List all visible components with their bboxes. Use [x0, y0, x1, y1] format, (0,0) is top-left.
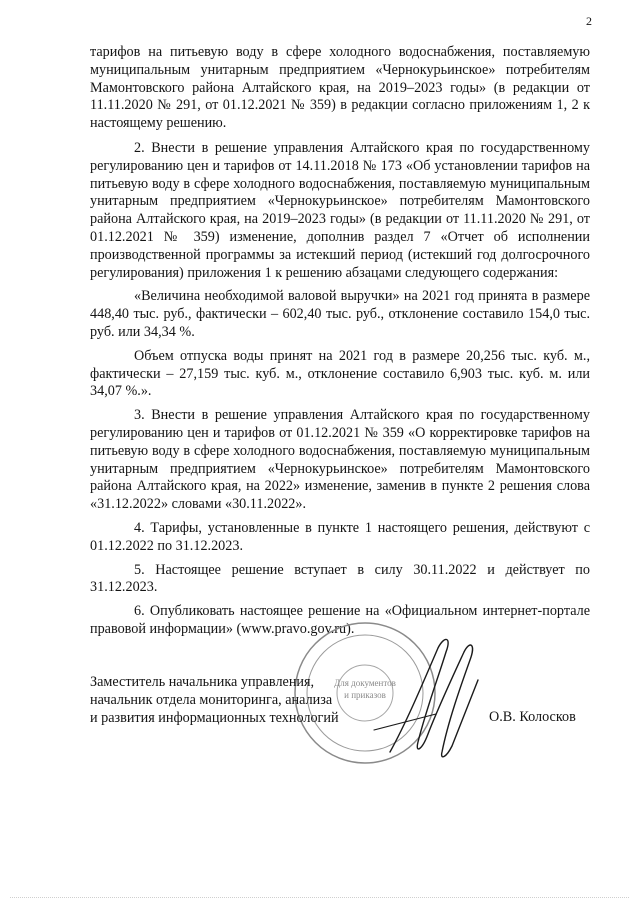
handwritten-signature: [360, 630, 490, 765]
signatory-title-line3: и развития информационных технологий: [90, 709, 339, 726]
paragraph-item-3: 3. Внести в решение управления Алтайского края по государственному регулированию цен и тарифов от 01.12.2021 № 359 «О корректировке тарифов на питьевую воду в сфере холодного водоснабжения, поставляемую муниципальным унитарным предприятием «Чернокурьинское» потребителям Мамонтовского района Алтайского края, на 2022» изменение, заменив в пункте 2 решения слова «31.12.2022» словами «30.11.2022».: [90, 407, 590, 513]
signatory-title-line1: Заместитель начальника управления,: [90, 674, 315, 690]
signatory-title: [90, 674, 380, 727]
paragraph-item-2: 2. Внести в решение управления Алтайского края по государственному регулированию цен и тарифов от 14.11.2018 № 173 «Об установлении тарифов на питьевую воду в сфере холодного водоснабжения, поставляемую муниципальным унитарным предприятием «Чернокурьинское» потребителям Мамонтовского района Алтайского края, на 2019–2023 годы» (в редакции от 11.11.2020 № 291, от 01.12.2021 № 359) изменение, дополнив раздел 7 «Отчет об исполнении производственной программы за истекший период (истекший год долгосрочного регулирования) приложения 1 к решению абзацами следующего содержания:: [90, 139, 590, 281]
paragraph-item-6: 6. Опубликовать настоящее решение на «Официальном интернет-портале правовой информации» (www.pravo.gov.ru).: [90, 603, 590, 637]
paragraph-continuation: тарифов на питьевую воду в сфере холодного водоснабжения, поставляемую муниципальным унитарным предприятием «Чернокурьинское» потребителям Мамонтовского района Алтайского края, на 2019–2023 годы» (в редакции от 11.11.2020 № 291, от 01.12.2021 № 359) в редакции согласно приложениям 1, 2 к настоящему решению.: [90, 44, 590, 132]
document-body: [90, 44, 590, 645]
paragraph-water-volume: Объем отпуска воды принят на 2021 год в размере 20,256 тыс. куб. м., фактически – 27,159 тыс. куб. м., отклонение составило 6,903 тыс. куб. м. или 34,07 %.».: [90, 347, 590, 400]
signatory-name: О.В. Колосков: [489, 709, 576, 725]
stamp-text-line1: Для документов: [334, 678, 396, 688]
signatory-title-line2: начальник отдела мониторинга, анализа: [90, 691, 333, 708]
paragraph-item-4: 4. Тарифы, установленные в пункте 1 настоящего решения, действуют с 01.12.2022 по 31.12.2023.: [90, 519, 590, 554]
bottom-scan-edge: [10, 897, 629, 898]
stamp-text-line2: и приказов: [344, 690, 386, 700]
paragraph-item-5: 5. Настоящее решение вступает в силу 30.11.2022 и действует по 31.12.2023.: [90, 561, 590, 596]
page-number: 2: [586, 14, 592, 28]
paragraph-revenue-quote: «Величина необходимой валовой выручки» на 2021 год принята в размере 448,40 тыс. руб., фактически – 602,40 тыс. руб., отклонение составило 154,0 тыс. руб. или 34,34 %.: [90, 288, 590, 340]
